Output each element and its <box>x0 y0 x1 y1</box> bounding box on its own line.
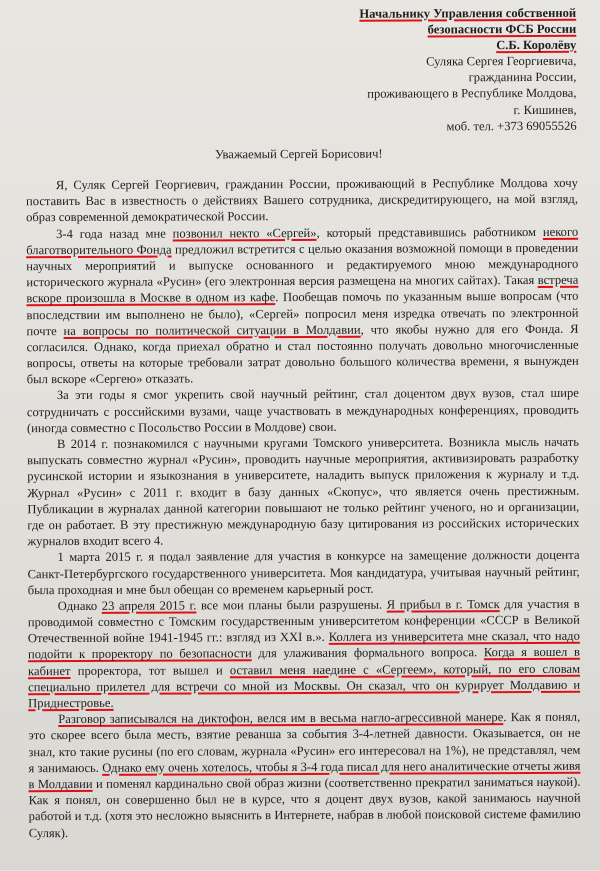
text-run: 3-4 года назад мне <box>56 226 173 241</box>
sender-name: Суляка Сергея Георгиевича, <box>426 54 577 69</box>
paragraph-4: В 2014 г. познакомился с научными кругами Томского университета. Возникла мысль начать выпускать совместно журнал «Русин», проводить научные мероприятия, активизировать разработку русинской истории и языкознания в университете, наладить выпуск приложения к журналу и т.д. Журнал «Русин» с 2011 г. входит в базу данных «Скопус», что является очень престижным. Публикации в журналах данной категории повышают не только рейтинг ученого, но и организации, где он работает. В эту престижную международную базу цитирования из российских исторических журналов входит всего 4. <box>27 434 580 549</box>
sender-citizenship: гражданина России, <box>468 70 577 85</box>
text-run: . Как я понял, это скорее всего была месть, взятие реванша за события 3-4-летней давности. Оказывается, он не знал, кто такие русины (по его словам, журнала «Русин» его интересовал на 1%), не представлял, чем я занимаюсь. <box>28 709 581 775</box>
highlight-reports: Однако ему очень хотелось, чтобы я 3-4 года писал для него аналитические отчеты живя в Молдавии <box>28 758 581 792</box>
paragraph-2 <box>26 223 579 387</box>
highlight-office: Когда я вошел в кабинет <box>27 645 580 678</box>
addressee-department: безопасности ФСБ России <box>427 21 577 37</box>
paragraph-6 <box>28 596 580 712</box>
text-run: для улаживания формального вопроса. <box>251 645 484 661</box>
text-run: , что якобы нужно для его Фонда. Я согласился. Однако, когда приехал обратно и стал постоянно получать довольно многочисленные вопросы, ответы на которые требовали затрат довольно большого количества времени, я вынужден был вскоре «Сергею» отказать. <box>26 321 579 387</box>
text-run: Однако <box>57 598 102 613</box>
paragraph-3: За эти годы я смог укрепить свой научный рейтинг, стал доцентом двух вузов, стал шире сотрудничать с российскими вузами, чаще участвовать в международных конференциях, проводить (иногда совместно с Посольство России в Молдове) свои. <box>26 386 579 436</box>
highlight-alone-with-sergey: оставил меня наедине с «Сергеем», который, по его словам специально прилетел для встречи со мной из Москвы. Он сказал, что он курирует Молдавию и Приднестровье. <box>28 661 581 711</box>
sender-phone: моб. тел. +373 69055526 <box>446 118 577 134</box>
highlight-recording: Разговор записывался на диктофон, велся им в весьма нагло-агрессивной манере <box>58 710 504 727</box>
sender-residence: проживающего в Республике Молдова, <box>367 86 577 102</box>
paragraph-1: Я, Суляк Сергей Георгиевич, гражданин России, проживающий в Республике Молдова хочу поставить Вас в известность о действиях Вашего сотрудника, дискредитирующего, на мой взгляд, образ современной демократической России. <box>25 175 579 225</box>
highlight-tomsk: Я прибыл в г. Томск <box>386 597 500 612</box>
letter-body <box>26 175 581 841</box>
text-run: все мои планы были разрушены. <box>196 597 387 613</box>
text-run: . Пообещав помочь по указанным выше вопросам (что впоследствии им выполнено не было), «Сергей» попросил меня изредка отвечать по электронной почте <box>26 289 579 338</box>
addressee-title: Начальнику Управления собственной <box>359 5 577 21</box>
highlight-colleague: Коллега из университета мне сказал, что надо подойти к проректору по безопасности <box>27 629 580 662</box>
addressee-block <box>296 5 577 135</box>
highlight-moldova-questions: на вопросы по политической ситуации в Молдавии <box>63 322 361 338</box>
text-run: , который представившись работником <box>316 224 543 240</box>
text-run: для участия в проводимой совместно с Томским государственным университетом конференции «СССР в Великой Отечественной войне 1941-1945 гг.: взгляд из XXI в.». <box>27 596 580 646</box>
salutation: Уважаемый Сергей Борисович! <box>214 146 383 162</box>
highlight-meeting: встреча вскоре произошла в Москве в одном из кафе <box>26 272 579 306</box>
sender-city: г. Кишинев, <box>513 102 577 117</box>
highlight-date: 23 апреля 2015 г. <box>101 598 197 613</box>
text-run: предложил встретится с целью оказания возможной помощи в проведении научных мероприятий и выпуске основанного и редактируемого мною международного исторического журнала «Русин» (его электронная версия размещена на многих сайтах). Такая <box>26 240 579 290</box>
paragraph-7 <box>28 709 581 841</box>
text-run: проректора, тот вышел и <box>70 662 230 678</box>
paragraph-5: 1 марта 2015 г. я подал заявление для участия в конкурсе на замещение должности доцента Санкт-Петербургского государственного университета. Моя кандидатура, учитывая научный рейтинг, была проходная и мне был обещан со временем карьерный рост. <box>27 548 580 597</box>
text-run: и поменял кардинально свой образ жизни (соответственно прекратил заниматься наукой). Как я понял, он совершенно был не в курсе, что я доцент двух вузов, какой занимаюсь научной работой и т.д. (хотя это несложно выяснить в Интернете, набрав в любой поисковой системе фамилию Суляк). <box>28 774 581 840</box>
highlight-fund: некого благотворительного Фонда <box>26 224 579 257</box>
addressee-name: С.Б. Королёву <box>496 37 577 53</box>
highlight-call: позвонил некто «Сергей» <box>172 225 317 241</box>
